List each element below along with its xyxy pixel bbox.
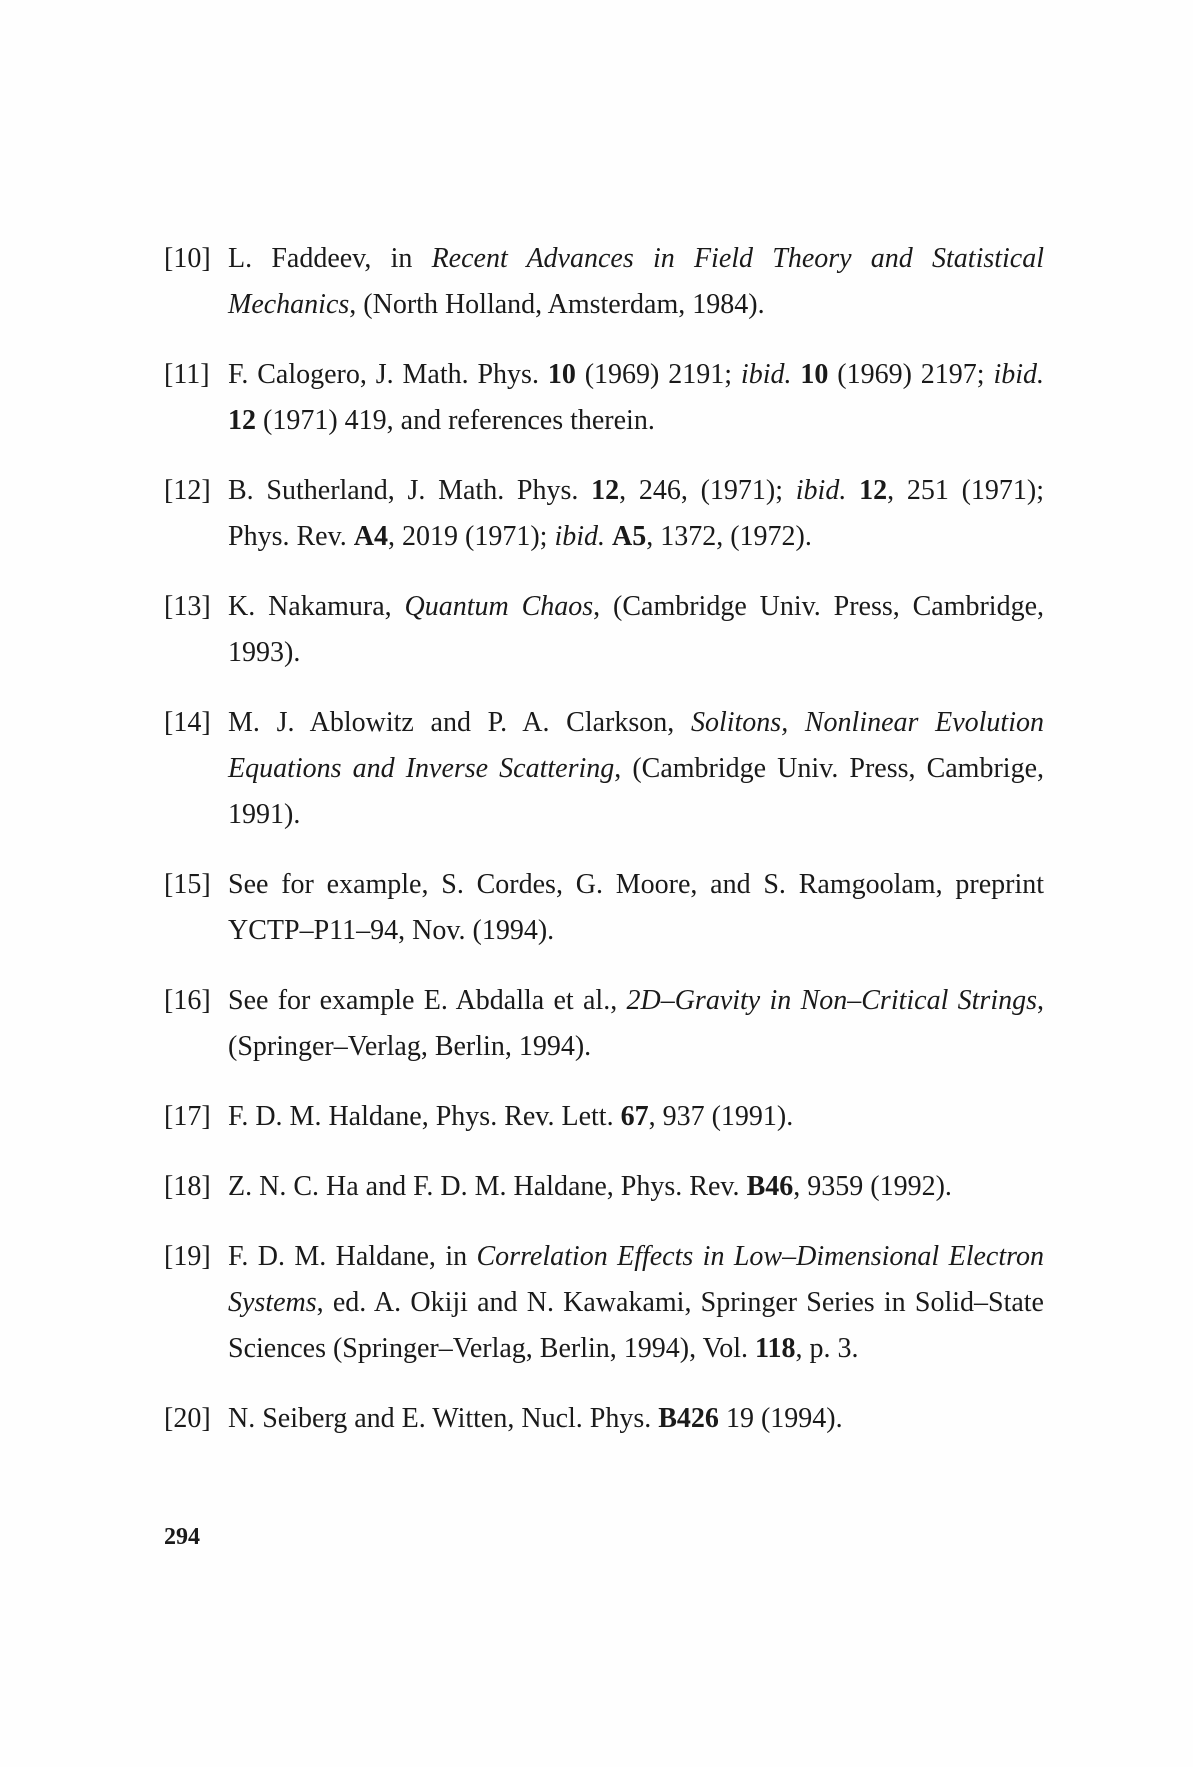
reference-segment: M. J. Ablowitz and P. A. Clarkson, [228,707,691,738]
reference-title: Recent Advances in Field Theory and Statistical Mechanics [228,243,1045,320]
reference-segment: , 246, (1971); [619,475,796,506]
reference-number: [11] [164,359,210,390]
reference-segment: , 937 (1991). [648,1101,794,1132]
reference-title: Quantum Chaos [404,591,594,622]
reference-volume: 10 [800,359,829,390]
reference-segment: , ed. A. Okiji and N. Kawakami, Springer Series in Solid–State Sciences (Springer–Verlag, Berlin, 1994), Vol. [228,1287,1044,1364]
reference-volume: A5 [612,521,647,552]
reference-text [228,862,1044,954]
reference-number: [17] [164,1101,211,1132]
page-number: 294 [164,1524,200,1550]
reference-segment: N. Seiberg and E. Witten, Nucl. Phys. [228,1403,659,1434]
reference-text [228,352,1044,444]
reference-entry [164,236,1044,328]
reference-title: ibid. [795,475,847,506]
reference-title: ibid. [740,359,792,390]
reference-segment: Z. N. C. Ha and F. D. M. Haldane, Phys. Rev. [228,1171,747,1202]
reference-text [228,978,1044,1070]
reference-title: Correlation Effects in Low–Dimensional Electron Systems [228,1241,1044,1318]
reference-segment: , 251 (1971); Phys. Rev. [228,475,1044,552]
reference-number: [13] [164,591,211,622]
reference-number: [15] [164,869,211,900]
reference-segment: , (North Holland, Amsterdam, 1984). [349,289,765,320]
reference-segment: B. Sutherland, J. Math. Phys. [228,475,592,506]
reference-segment: , 2019 (1971); [388,521,555,552]
reference-volume: 10 [547,359,576,390]
reference-segment: (1971) 419, and references therein. [256,405,655,436]
reference-title: ibid. [554,521,605,552]
reference-number: [12] [164,475,211,506]
reference-text [228,700,1044,838]
reference-text [228,1164,1044,1210]
reference-entry [164,1234,1044,1372]
reference-entry [164,1094,1044,1140]
reference-segment: , (Cambridge Univ. Press, Cambrige, 1991). [228,753,1044,830]
reference-number: [20] [164,1403,211,1434]
reference-entry [164,700,1044,838]
reference-volume: A4 [353,521,388,552]
reference-volume: B426 [658,1403,719,1434]
reference-volume: 67 [620,1101,649,1132]
reference-entry [164,862,1044,954]
reference-text [228,1094,1044,1140]
reference-entry [164,1164,1044,1210]
reference-text [228,1396,1044,1442]
reference-segment: , p. 3. [795,1333,859,1364]
reference-title: Solitons, Nonlinear Evolution Equations and Inverse Scattering [228,707,1044,784]
reference-volume: 12 [228,405,256,436]
reference-text [228,1234,1044,1372]
reference-segment: (1969) 2197; [828,359,994,390]
reference-text [228,468,1044,560]
reference-segment: , (Cambridge Univ. Press, Cambridge, 1993). [228,591,1045,668]
reference-list [164,236,1044,1466]
reference-segment [605,521,612,552]
reference-segment: , (Springer–Verlag, Berlin, 1994). [228,985,1044,1062]
reference-segment: See for example, S. Cordes, G. Moore, and S. Ramgoolam, preprint YCTP–P11–94, Nov. (1994). [228,869,1044,946]
reference-entry [164,978,1044,1070]
reference-text [228,236,1044,328]
reference-segment: F. D. M. Haldane, in [228,1241,477,1272]
reference-segment: , 1372, (1972). [646,521,812,552]
reference-entry [164,468,1044,560]
reference-volume: 12 [591,475,620,506]
reference-segment [846,475,859,506]
reference-number: [18] [164,1171,211,1202]
reference-volume: B46 [746,1171,794,1202]
reference-segment: 19 (1994). [718,1403,843,1434]
reference-number: [14] [164,707,211,738]
reference-number: [16] [164,985,211,1016]
reference-entry [164,352,1044,444]
reference-segment: F. D. M. Haldane, Phys. Rev. Lett. [228,1101,621,1132]
reference-text [228,584,1044,676]
reference-volume: 118 [754,1333,796,1364]
reference-segment: See for example E. Abdalla et al., [228,985,627,1016]
reference-volume: 12 [859,475,888,506]
reference-title: ibid. [993,359,1045,390]
reference-segment: K. Nakamura, [228,591,405,622]
reference-segment: L. Faddeev, in [228,243,432,274]
reference-number: [19] [164,1241,211,1272]
reference-title: 2D–Gravity in Non–Critical Strings [626,985,1037,1016]
reference-segment: F. Calogero, J. Math. Phys. [228,359,548,390]
reference-number: [10] [164,243,211,274]
reference-segment: (1969) 2191; [575,359,741,390]
reference-segment: , 9359 (1992). [793,1171,952,1202]
reference-entry [164,584,1044,676]
reference-entry [164,1396,1044,1442]
